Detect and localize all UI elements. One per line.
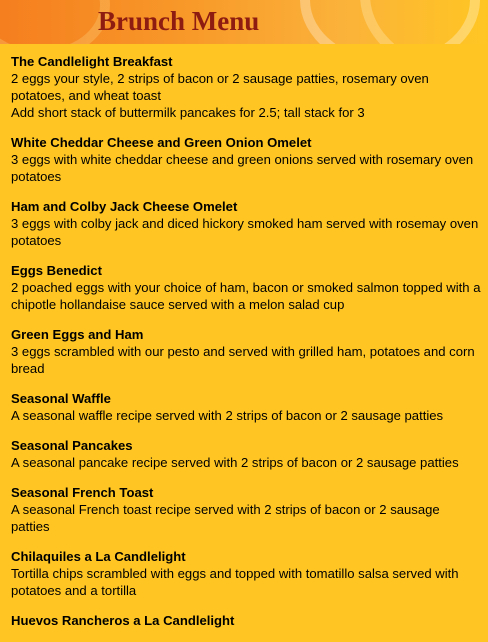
menu-item-name: Green Eggs and Ham	[11, 327, 144, 342]
menu-item-description: 3 eggs scrambled with our pesto and served with grilled ham, potatoes and corn bread	[11, 344, 475, 376]
page-title: Brunch Menu	[98, 6, 260, 36]
menu-item	[11, 390, 481, 424]
menu-item-note: Add short stack of buttermilk pancakes for 2.5; tall stack for 3	[11, 105, 365, 120]
menu-item-description: A seasonal pancake recipe served with 2 strips of bacon or 2 sausage patties	[11, 455, 459, 470]
menu-item	[11, 53, 481, 121]
menu-item	[11, 198, 481, 249]
menu-item	[11, 437, 481, 471]
header-swirl-decoration	[360, 0, 488, 44]
menu-item-name: The Candlelight Breakfast	[11, 54, 173, 69]
menu-item	[11, 612, 481, 629]
menu-item-description: 3 eggs with colby jack and diced hickory smoked ham served with rosemay oven potatoes	[11, 216, 479, 248]
menu-item-name: Seasonal Waffle	[11, 391, 111, 406]
menu-item-description: A seasonal French toast recipe served with 2 strips of bacon or 2 sausage patties	[11, 502, 440, 534]
menu-item-description: A seasonal waffle recipe served with 2 strips of bacon or 2 sausage patties	[11, 408, 444, 423]
menu-item-description: 2 poached eggs with your choice of ham, bacon or smoked salmon topped with a chipotle hollandaise sauce served with a melon salad cup	[11, 280, 481, 312]
header-swirl-decoration	[0, 0, 110, 44]
menu-item-name: Seasonal French Toast	[11, 485, 154, 500]
menu-item-name: Huevos Rancheros a La Candlelight	[11, 613, 235, 628]
menu-item-description: 2 eggs your style, 2 strips of bacon or 2 sausage patties, rosemary oven potatoes, and wheat toast	[11, 71, 429, 103]
menu-item	[11, 326, 481, 377]
menu-item	[11, 484, 481, 535]
menu-item-name: Seasonal Pancakes	[11, 438, 133, 453]
menu-item-description: Tortilla chips scrambled with eggs and topped with tomatillo salsa served with potatoes and a tortilla	[11, 566, 459, 598]
menu-item-name: Ham and Colby Jack Cheese Omelet	[11, 199, 238, 214]
menu-item-description: 3 eggs with white cheddar cheese and green onions served with rosemary oven potatoes	[11, 152, 474, 184]
menu-item	[11, 134, 481, 185]
menu-item	[11, 262, 481, 313]
menu-list	[11, 53, 481, 642]
menu-item-name: White Cheddar Cheese and Green Onion Omelet	[11, 135, 312, 150]
menu-item	[11, 548, 481, 599]
menu-item-name: Chilaquiles a La Candlelight	[11, 549, 186, 564]
menu-item-name: Eggs Benedict	[11, 263, 102, 278]
